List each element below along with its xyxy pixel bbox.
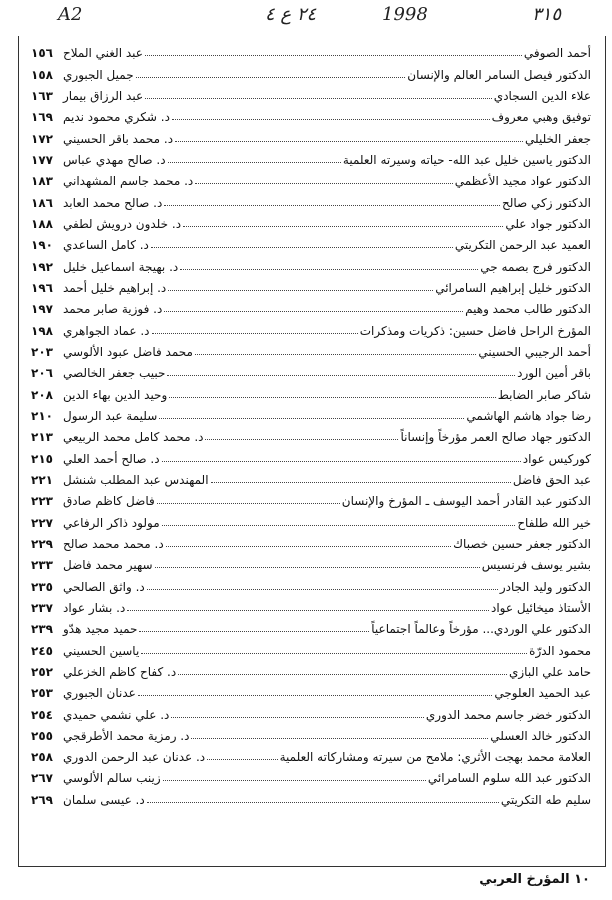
dot-leader [152,333,358,334]
entry-author: د. صالح مهدي عباس [63,152,166,167]
contents-entry [31,316,591,337]
entry-page-number: ٢٦٩ [31,792,53,807]
entry-title: أحمد الرجيبي الحسيني [478,344,591,359]
dot-leader [157,503,340,504]
entry-title: علاء الدين السجادي [493,88,591,103]
entry-author: د. عدنان عبد الرحمن الدوري [63,750,206,765]
contents-entry [31,210,591,231]
entry-page-number: ٢٣٩ [31,622,53,637]
dot-leader [195,354,476,355]
dot-leader [162,525,516,526]
entry-author: ياسين الحسيني [63,643,140,658]
contents-entry [31,402,591,423]
entry-author: محمد فاضل عبود الألوسي [63,344,193,359]
contents-entry [31,39,591,60]
contents-entry [31,508,591,529]
entry-page-number: ١٩٧ [31,302,53,317]
entry-title: عبد الحميد العلوجي [494,686,591,701]
entry-page-number: ٢٦٧ [31,771,53,786]
dot-leader [180,269,478,270]
entry-page-number: ٢٥٢ [31,664,53,679]
entry-page-number: ١٩٨ [31,323,53,338]
contents-entry [31,444,591,465]
entry-page-number: ١٨٨ [31,216,53,231]
entry-author: د. صالح أحمد العلي [63,451,160,466]
dot-leader [168,290,433,291]
entry-title: كوركيس عواد [522,451,591,466]
entry-title: المؤرخ الراحل فاضل حسين: ذكريات ومذكرات [359,323,591,338]
entry-author: د. عيسى سلمان [63,792,145,807]
contents-entry [31,743,591,764]
contents-entry [31,466,591,487]
entry-author: مولود ذاكر الرفاعي [63,515,160,530]
contents-entry [31,167,591,188]
entry-title: حامد علي البازي [508,664,591,679]
entry-title: الدكتور فرج بصمه جي [480,259,591,274]
contents-entry [31,636,591,657]
entry-page-number: ٢٥٣ [31,686,53,701]
entry-title: سليم طه التكريتي [500,792,591,807]
dot-leader [191,738,488,739]
entry-page-number: ٢٤٥ [31,643,53,658]
entry-author: سليمة عبد الرسول [63,408,158,423]
dot-leader [183,226,503,227]
dot-leader [127,610,489,611]
entry-page-number: ٢٥٥ [31,728,53,743]
dot-leader [139,631,369,632]
contents-entry [31,487,591,508]
entry-title: الدكتور علي الوردي... مؤرخاً وعالماً اجتماعياً [371,622,591,637]
entry-page-number: ١٥٨ [31,67,53,82]
entry-page-number: ٢٥٤ [31,707,53,722]
handwritten-year: 1998 [382,4,428,25]
dot-leader [171,717,423,718]
contents-entry [31,124,591,145]
entry-author: د. كامل الساعدي [63,238,149,253]
contents-entry [31,530,591,551]
entry-author: عبد الغني الملاح [63,46,143,61]
page-footer: ١٠ المؤرخ العربي [479,872,590,887]
entry-author: حبيب جعفر الخالصي [63,366,166,381]
dot-leader [147,802,499,803]
entry-author: د. فوزية صابر محمد [63,302,163,317]
dot-leader [162,461,521,462]
dot-leader [145,98,492,99]
dot-leader [168,162,341,163]
contents-entry [31,785,591,806]
entry-page-number: ٢٢١ [31,472,53,487]
entry-page-number: ٢٠٨ [31,387,53,402]
entry-title: شاكر صابر الضابط [497,387,591,402]
contents-entry [31,103,591,124]
entry-title: محمود الدرّة [529,643,591,658]
entry-author: د. صالح محمد العابد [63,195,163,210]
entry-author: د. محمد جاسم المشهداني [63,174,194,189]
contents-entry [31,658,591,679]
entry-author: زينب سالم الألوسي [63,771,161,786]
entry-author: د. علي نشمي حميدي [63,707,170,722]
dot-leader [205,439,398,440]
entry-author: د. واثق الصالحي [63,579,145,594]
entry-author: د. خلدون درويش لطفي [63,216,182,231]
entry-author: المهندس عبد المطلب شنشل [63,472,209,487]
handwritten-reference: ٢٤ ع ٤ [265,4,317,25]
entry-title: الدكتور ياسين خليل عبد الله- حياته وسيرته العلمية [342,152,591,167]
entry-author: وحيد الدين بهاء الدين [63,387,168,402]
contents-entry [31,700,591,721]
entry-page-number: ١٥٦ [31,46,53,61]
entry-title: باقر أمين الورد [517,366,591,381]
contents-entry [31,594,591,615]
contents-list [31,39,591,807]
entry-title: أحمد الصوفي [523,46,591,61]
entry-page-number: ١٨٦ [31,195,53,210]
entry-page-number: ٢١٠ [31,408,53,423]
entry-page-number: ٢١٣ [31,430,53,445]
contents-entry [31,423,591,444]
contents-entry [31,722,591,743]
entry-page-number: ١٦٣ [31,88,53,103]
dot-leader [172,119,490,120]
entry-page-number: ٢١٥ [31,451,53,466]
dot-leader [151,247,453,248]
entry-author: جميل الجبوري [63,67,134,82]
entry-page-number: ١٧٢ [31,131,53,146]
entry-author: سهير محمد فاضل [63,558,153,573]
entry-author: د. عماد الجواهري [63,323,150,338]
entry-page-number: ٢٢٧ [31,515,53,530]
entry-author: د. بهيجة اسماعيل خليل [63,259,179,274]
contents-box [18,36,606,867]
entry-title: الدكتور عبد القادر أحمد اليوسف ـ المؤرخ والإنسان [341,494,591,509]
entry-page-number: ٢٣٥ [31,579,53,594]
entry-author: د. كفاح كاظم الخزعلي [63,664,177,679]
entry-title: خير الله طلفاح [517,515,591,530]
dot-leader [155,567,480,568]
contents-entry [31,188,591,209]
entry-author: د. محمد باقر الحسيني [63,131,174,146]
entry-title: عبد الحق فاضل [512,472,591,487]
entry-title: الدكتور زكي صالح [501,195,591,210]
contents-entry [31,295,591,316]
contents-entry [31,274,591,295]
dot-leader [145,55,522,56]
entry-title: الدكتور عبد الله سلوم السامرائي [427,771,591,786]
contents-entry [31,146,591,167]
entry-title: الدكتور طالب محمد وهيم [465,302,591,317]
entry-author: فاضل كاظم صادق [63,494,155,509]
entry-title: الدكتور فيصل السامر العالم والإنسان [407,67,591,82]
dot-leader [164,205,500,206]
entry-page-number: ٢٣٧ [31,600,53,615]
dot-leader [167,375,515,376]
entry-author: د. إبراهيم خليل أحمد [63,280,167,295]
dot-leader [136,77,406,78]
entry-author: عدنان الجبوري [63,686,136,701]
contents-entry [31,764,591,785]
handwritten-number: ٣١٥ [532,4,562,25]
entry-title: العميد عبد الرحمن التكريتي [454,238,591,253]
entry-page-number: ١٩٠ [31,238,53,253]
entry-author: د. محمد محمد صالح [63,536,164,551]
entry-title: جعفر الخليلي [524,131,591,146]
dot-leader [169,397,495,398]
entry-title: الدكتور جعفر حسين خصباك [453,536,591,551]
dot-leader [159,418,464,419]
entry-page-number: ٢٢٣ [31,494,53,509]
entry-page-number: ١٩٦ [31,280,53,295]
entry-page-number: ٢٣٣ [31,558,53,573]
dot-leader [195,183,452,184]
entry-page-number: ٢٢٩ [31,536,53,551]
dot-leader [163,780,426,781]
entry-title: الدكتور جواد علي [505,216,591,231]
dot-leader [175,141,523,142]
entry-title: بشير يوسف فرنسيس [481,558,591,573]
entry-title: الدكتور خضر جاسم محمد الدوري [425,707,591,722]
entry-page-number: ١٧٧ [31,152,53,167]
contents-entry [31,359,591,380]
dot-leader [147,589,498,590]
entry-author: د. محمد كامل محمد الربيعي [63,430,204,445]
handwritten-code: A2 [58,4,83,25]
entry-page-number: ١٦٩ [31,110,53,125]
dot-leader [178,674,507,675]
entry-page-number: ١٩٢ [31,259,53,274]
entry-title: الدكتور وليد الجادر [499,579,591,594]
contents-entry [31,551,591,572]
contents-entry [31,380,591,401]
entry-author: د. بشار عواد [63,600,126,615]
dot-leader [166,546,451,547]
entry-page-number: ٢٥٨ [31,750,53,765]
contents-entry [31,60,591,81]
entry-title: الدكتور خالد العسلي [490,728,591,743]
entry-page-number: ٢٠٦ [31,366,53,381]
entry-title: الدكتور جهاد صالح العمر مؤرخاً وإنساناً [400,430,591,445]
contents-entry [31,338,591,359]
dot-leader [211,482,511,483]
dot-leader [141,653,527,654]
entry-title: الدكتور عواد مجيد الأعظمي [454,174,591,189]
entry-title: رضا جواد هاشم الهاشمي [466,408,591,423]
dot-leader [207,759,277,760]
entry-page-number: ١٨٣ [31,174,53,189]
entry-author: عبد الرزاق بيمار [63,88,144,103]
dot-leader [138,695,492,696]
entry-author: د. شكري محمود نديم [63,110,170,125]
contents-entry [31,82,591,103]
entry-page-number: ٢٠٣ [31,344,53,359]
entry-title: الدكتور خليل إبراهيم السامرائي [435,280,591,295]
dot-leader [164,311,463,312]
entry-title: العلامة محمد بهجت الأثري: ملامح من سيرته ومشاركاته العلمية [279,750,591,765]
contents-entry [31,615,591,636]
entry-author: د. رمزية محمد الأطرقجي [63,728,190,743]
entry-title: الأستاذ ميخائيل عواد [490,600,591,615]
contents-entry [31,679,591,700]
entry-author: حميد مجيد هدّو [63,622,138,637]
contents-entry [31,252,591,273]
entry-title: توفيق وهبي معروف [491,110,591,125]
contents-entry [31,231,591,252]
contents-entry [31,572,591,593]
